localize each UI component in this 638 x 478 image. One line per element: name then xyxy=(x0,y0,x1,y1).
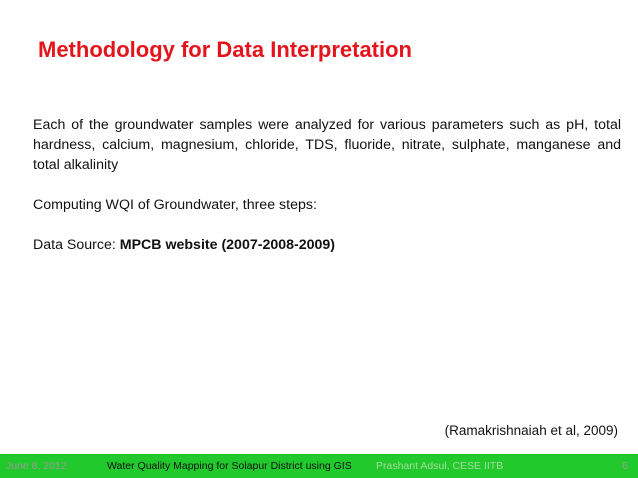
footer-title: Water Quality Mapping for Solapur District using GIS xyxy=(107,460,352,472)
footer-date: June 8, 2012 xyxy=(6,460,67,472)
slide-body xyxy=(33,115,621,255)
parameters-paragraph: Each of the groundwater samples were analyzed for various parameters such as pH, total hardness, calcium, magnesium, chloride, TDS, fluoride, nitrate, sulphate, manganese and total alkalinity xyxy=(33,117,621,173)
data-source-label: Data Source: xyxy=(33,237,120,253)
footer-author: Prashant Adsul, CESE IITB xyxy=(376,460,504,472)
citation: (Ramakrishnaiah et al, 2009) xyxy=(444,423,618,438)
slide-title: Methodology for Data Interpretation xyxy=(38,37,412,62)
footer-bar xyxy=(0,454,638,478)
wqi-steps-paragraph: Computing WQI of Groundwater, three steps: xyxy=(33,197,317,213)
page-number: 6 xyxy=(622,460,628,472)
data-source-line xyxy=(33,235,621,255)
data-source-value: MPCB website (2007-2008-2009) xyxy=(119,237,336,253)
